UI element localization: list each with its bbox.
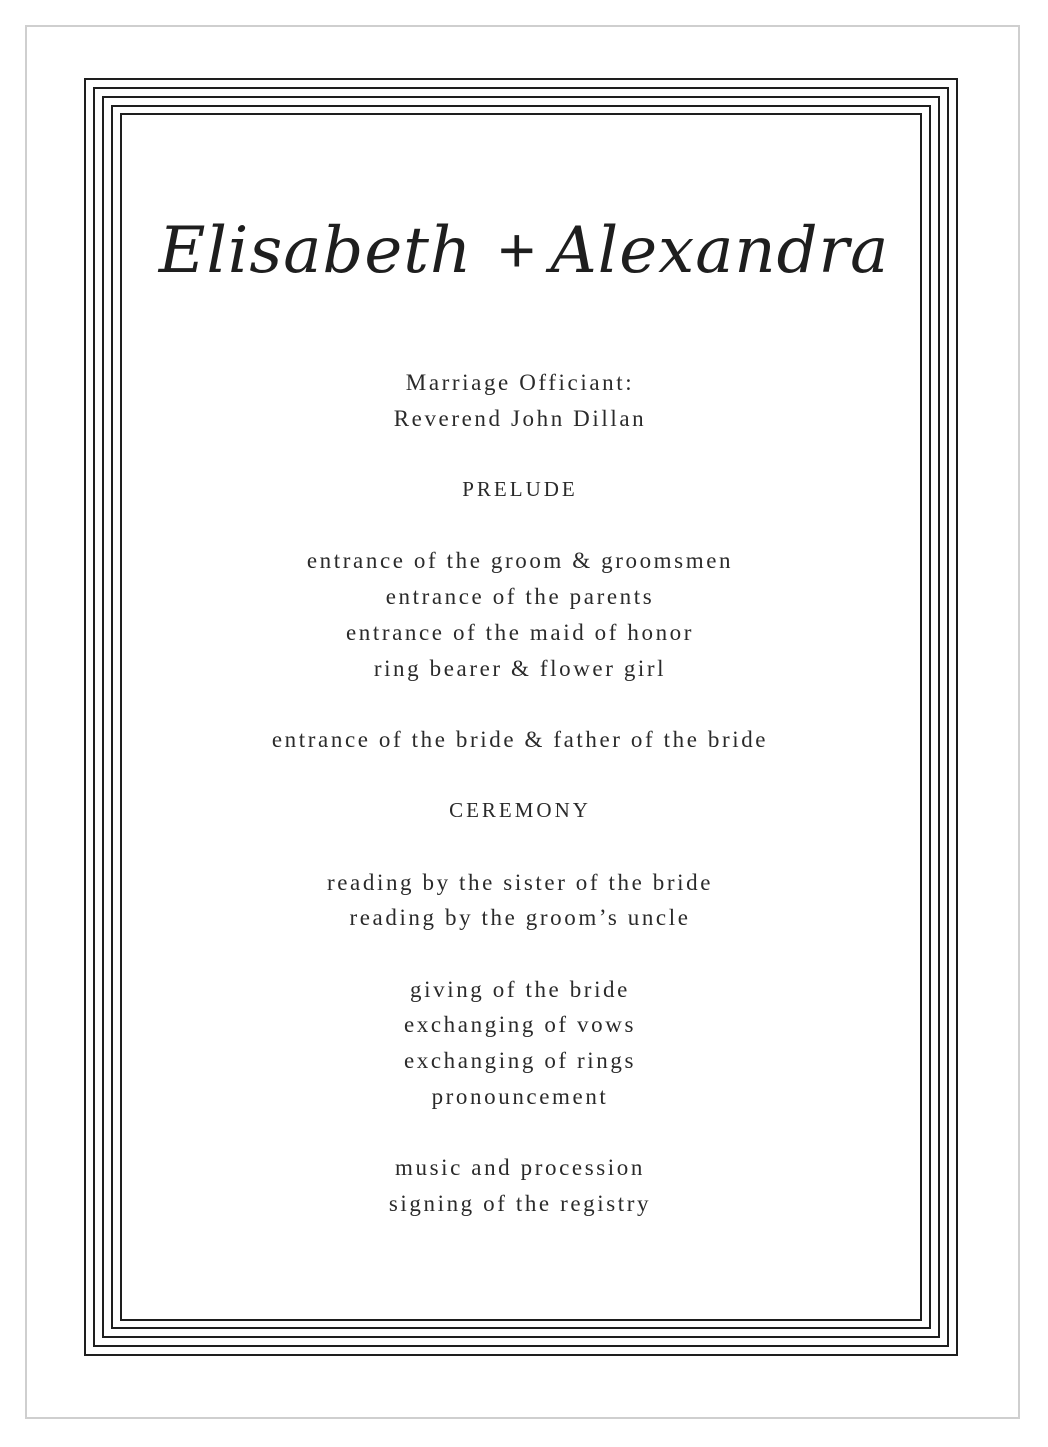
reading-item: reading by the sister of the bride (326, 869, 714, 895)
officiant-name: Reverend John Dillan (393, 405, 647, 431)
prelude-bride-entrance: entrance of the bride & father of the bride (271, 726, 769, 752)
rite-item: pronouncement (431, 1083, 609, 1109)
couple-names (0, 205, 1048, 296)
second-name: Alexandra (550, 214, 890, 288)
closing-item: signing of the registry (388, 1190, 652, 1216)
prelude-heading: PRELUDE (462, 477, 578, 502)
prelude-item: entrance of the maid of honor (345, 619, 695, 645)
rite-item: exchanging of rings (403, 1048, 637, 1074)
prelude-item: ring bearer & flower girl (373, 655, 667, 681)
rite-item: giving of the bride (410, 976, 630, 1002)
ceremony-program (0, 365, 1040, 1222)
ceremony-heading: CEREMONY (449, 798, 591, 823)
prelude-item: entrance of the parents (385, 584, 655, 610)
closing-item: music and procession (394, 1155, 645, 1181)
first-name: Elisabeth (158, 214, 473, 288)
rite-item: exchanging of vows (403, 1012, 637, 1038)
plus-separator: + (498, 214, 537, 286)
reading-item: reading by the groom’s uncle (349, 905, 691, 931)
officiant-label: Marriage Officiant: (405, 370, 635, 395)
prelude-item: entrance of the groom & groomsmen (306, 548, 734, 574)
